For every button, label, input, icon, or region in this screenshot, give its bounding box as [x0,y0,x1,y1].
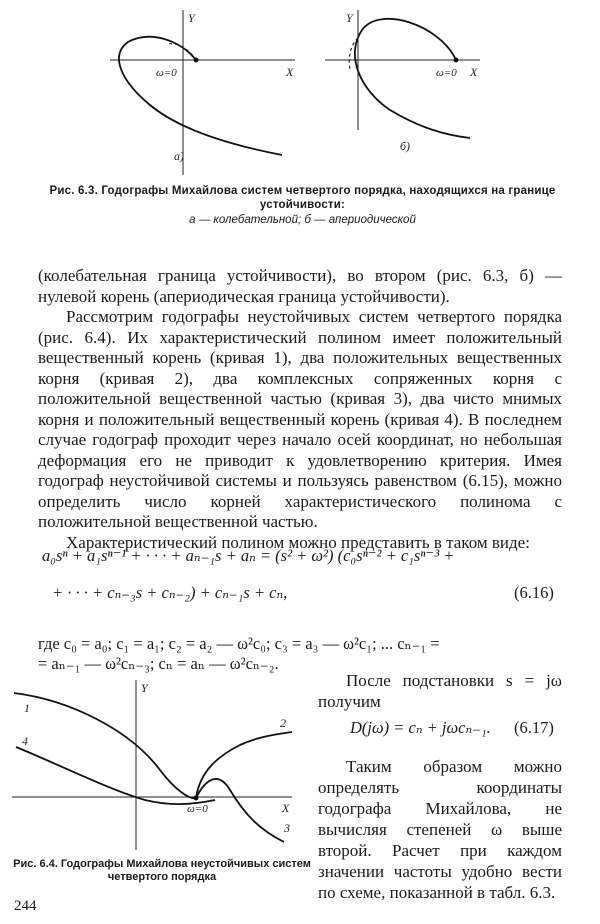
panel-label-a: а) [174,149,184,163]
omega-label: ω=0 [156,67,177,79]
side-text-substitution [318,670,562,712]
curve-1 [14,693,196,798]
curve-2 [196,732,292,798]
equation-6-17: D(jω) = cₙ + jωcₙ₋₁. [350,718,491,737]
y-axis-label: Y [188,11,195,25]
side-text-conclusion [318,756,562,903]
curve-3 [196,779,284,842]
omega-label: ω=0 [187,803,208,815]
y-axis-label: Y [141,681,148,695]
equation-6-16-line1: a₀sⁿ + a₁sⁿ⁻¹ + · · · + aₙ₋₁s + aₙ = (s² + ω²) (c₀sⁿ⁻² + c₁sⁿ⁻³ + [42,546,455,565]
curve-label-1: 1 [24,701,30,715]
where-line-1: где c₀ = a₀; c₁ = a₁; c₂ = a₂ — ω²c₀; c₃ = a₃ — ω²c₁; ... cₙ₋₁ = [38,634,440,653]
where-line-2: = aₙ₋₁ — ω²cₙ₋₃; cₙ = aₙ — ω²cₙ₋₂. [38,654,279,673]
page-number: 244 [14,898,37,914]
y-axis-label: Y [346,11,353,25]
paragraph: Рассмотрим годографы неустойчивых систем четвертого порядка (рис. 6.4). Их характеристический полином имеет положительный вещественный корень (кривая 1), два положительных вещественных корня (кривая 2), два комплексных сопряженных корня с положительной вещественной частью (кривая 3), два чисто мнимых корня и положительный вещественный корень (кривая 4). В последнем случае годограф проходит через начало осей координат, но небольшая деформация его не приводит к удовлетворению критерия. Имея годограф неустойчивой системы и пользуясь равенством (6.15), можно определить число корней характеристического полинома с положительной вещественной частью. [38,307,562,531]
x-axis-label: X [286,65,294,79]
figure-6-3-subcaption: а — колебательной; б — апериодической [189,214,416,226]
figure-6-4-caption: Рис. 6.4. Годографы Михайлова неустойчивых систем четвертого порядка [13,858,311,883]
omega-label: ω=0 [436,67,457,79]
substitution-text: После подстановки s = jω получим [318,671,562,711]
curve-label-3: 3 [284,821,290,835]
omega-zero-point [194,796,199,801]
panel-label-b: б) [400,139,411,153]
equation-6-16-number: (6.16) [514,583,554,602]
x-axis-label: X [470,65,478,79]
curve-label-2: 2 [280,716,286,730]
figure-6-3-caption: Рис. 6.3. Годографы Михайлова систем четвертого порядка, находящихся на границе устойчивости: [49,185,556,211]
conclusion-text: Таким образом можно определять координаты годографа Михайлова, не вычисляя степеней ω выше второй. Расчет при каждом значении частоты удобно вести по схеме, показанной в табл. 6.3. [318,757,562,902]
curve-label-4: 4 [22,734,28,748]
equation-6-16-line2: + · · · + cₙ₋₃s + cₙ₋₂) + cₙ₋₁s + cₙ, [52,583,288,602]
paragraph: Характеристический полином можно представить в таком виде: [66,532,530,552]
x-axis-label: X [282,801,290,815]
equation-6-17-number: (6.17) [514,718,554,737]
paragraph: (колебательная граница устойчивости), во втором (рис. 6.3, б) — нулевой корень (апериодическая граница устойчивости). [38,266,562,306]
